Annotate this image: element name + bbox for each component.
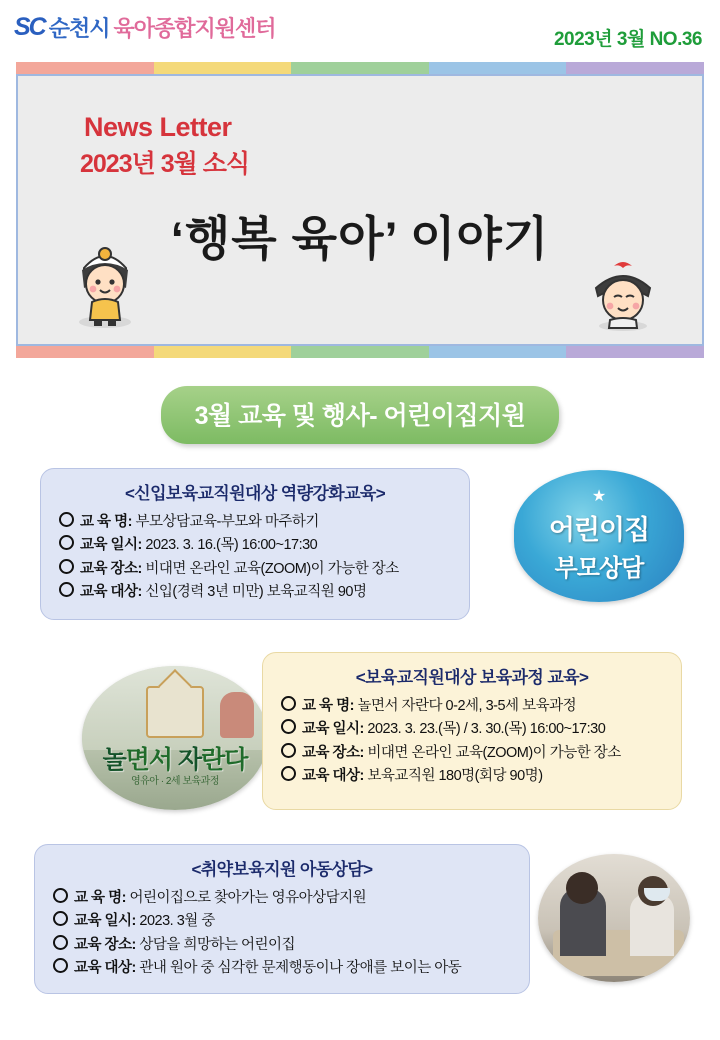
program-row	[59, 558, 451, 581]
program-row-value: 2023. 3월 중	[139, 913, 215, 930]
program-row	[53, 910, 511, 933]
bullet-icon	[59, 582, 74, 597]
program-title-1: <신입보육교직원대상 역량강화교육>	[124, 484, 386, 503]
colorbar-segment-yellow	[154, 62, 292, 74]
program-row-label: 교육 일시:	[302, 721, 364, 738]
program-row	[59, 534, 451, 557]
program-row-label: 교 육 명:	[74, 890, 126, 906]
program-row	[53, 887, 511, 910]
program-info-card-3	[34, 844, 530, 994]
colorbar2-segment-purple	[566, 346, 704, 358]
colorbar2-segment-blue	[429, 346, 567, 358]
photo-caption-line2: 영유아 · 2세 보육과정	[130, 776, 219, 787]
program-row-value: 2023. 3. 23.(목) / 3. 30.(목) 16:00~17:30	[367, 721, 606, 738]
program-row-label: 교 육 명:	[302, 698, 354, 714]
mascot-boy-icon	[580, 258, 666, 332]
program-block-2	[0, 652, 720, 822]
logo-city-name: 순천시	[48, 16, 110, 41]
newsletter-subtitle: 2023년 3월 소식	[80, 150, 250, 178]
center-logo	[14, 12, 276, 43]
program-row	[281, 695, 663, 718]
colorbar2-segment-yellow	[154, 346, 292, 358]
program-row-value: 관내 원아 중 심각한 문제행동이나 장애를 보이는 아동	[139, 960, 462, 977]
program-row-label: 교육 일시:	[74, 913, 136, 930]
hero-banner	[16, 74, 704, 346]
program-row	[59, 511, 451, 534]
colorbar-segment-blue	[429, 62, 567, 74]
program-row-value: 어린이집으로 찾아가는 영유아상담지원	[129, 890, 367, 906]
program-row-value: 2023. 3. 16.(목) 16:00~17:30	[145, 537, 318, 554]
logo-mark: SC	[14, 13, 45, 41]
photo-daycare-parent-counseling	[514, 470, 684, 602]
section-banner: 3월 교육 및 행사- 어린이집지원	[161, 386, 560, 444]
program-info-card-1	[40, 468, 470, 620]
person-head-left	[566, 872, 598, 904]
program-row-value: 상담을 희망하는 어린이집	[139, 936, 296, 953]
bullet-icon	[281, 696, 296, 711]
program-row	[281, 765, 663, 788]
program-row-value: 신입(경력 3년 미만) 보육교직원 90명	[145, 584, 367, 601]
bullet-icon	[59, 559, 74, 574]
photo-play-and-grow	[82, 666, 268, 810]
colorbar-segment-green	[291, 62, 429, 74]
program-row-label: 교육 대상:	[80, 584, 142, 601]
program-row-value: 놀면서 자란다 0-2세, 3-5세 보육과정	[357, 698, 577, 714]
bullet-icon	[59, 535, 74, 550]
program-block-1	[0, 468, 720, 628]
program-row-value: 비대면 온라인 교육(ZOOM)이 가능한 장소	[367, 744, 621, 761]
program-row-value: 보육교직원 180명(회당 90명)	[367, 768, 543, 785]
bullet-icon	[59, 512, 74, 527]
photo-caption-line1: 어린이집	[548, 515, 650, 545]
program-row-label: 교육 대상:	[302, 768, 364, 785]
top-colorbar	[16, 62, 704, 74]
star-icon: ★	[591, 488, 607, 505]
mascot-girl-icon	[64, 234, 146, 330]
photo-child-counseling	[538, 854, 690, 982]
page-header	[0, 0, 720, 62]
bullet-icon	[53, 911, 68, 926]
program-row-label: 교 육 명:	[80, 514, 132, 530]
bullet-icon	[281, 719, 296, 734]
photo-caption-part2: 면서	[125, 746, 178, 774]
bottom-colorbar	[16, 346, 704, 358]
program-row-label: 교육 장소:	[80, 560, 142, 577]
newsletter-label: News Letter	[84, 112, 232, 142]
program-row	[53, 934, 511, 957]
colorbar2-segment-green	[291, 346, 429, 358]
bullet-icon	[53, 888, 68, 903]
program-row-label: 교육 대상:	[74, 960, 136, 977]
page-title: ‘행복 육아’ 이야기	[170, 212, 550, 265]
program-row	[281, 742, 663, 765]
program-row-value: 부모상담교육-부모와 마주하기	[135, 514, 319, 530]
program-row	[53, 957, 511, 980]
program-row	[281, 718, 663, 741]
program-row-value: 비대면 온라인 교육(ZOOM)이 가능한 장소	[145, 560, 399, 577]
photo-caption-part1: 놀	[102, 746, 126, 774]
colorbar-segment-salmon	[16, 62, 154, 74]
photo-caption-part3: 자	[177, 746, 202, 774]
program-row-label: 교육 장소:	[74, 936, 136, 953]
program-row	[59, 581, 451, 604]
colorbar2-segment-salmon	[16, 346, 154, 358]
program-row-label: 교육 장소:	[302, 744, 364, 761]
program-title-3: <취약보육지원 아동상담>	[191, 860, 373, 879]
logo-center-name: 육아종합지원센터	[113, 16, 276, 41]
bullet-icon	[281, 743, 296, 758]
program-info-card-2	[262, 652, 682, 810]
bullet-icon	[53, 958, 68, 973]
program-block-3	[0, 844, 720, 1004]
program-title-2: <보육교직원대상 보육과정 교육>	[355, 668, 589, 687]
person-silhouette	[220, 692, 254, 738]
photo-caption-line2: 부모상담	[554, 555, 644, 582]
section-banner-wrap	[0, 386, 720, 444]
bullet-icon	[53, 935, 68, 950]
colorbar-segment-purple	[566, 62, 704, 74]
photo-caption-line1	[82, 740, 268, 776]
photo-caption-part4: 란다	[201, 746, 248, 774]
program-row-label: 교육 일시:	[80, 537, 142, 554]
issue-number: 2023년 3월 NO.36	[553, 29, 702, 50]
bullet-icon	[281, 766, 296, 781]
